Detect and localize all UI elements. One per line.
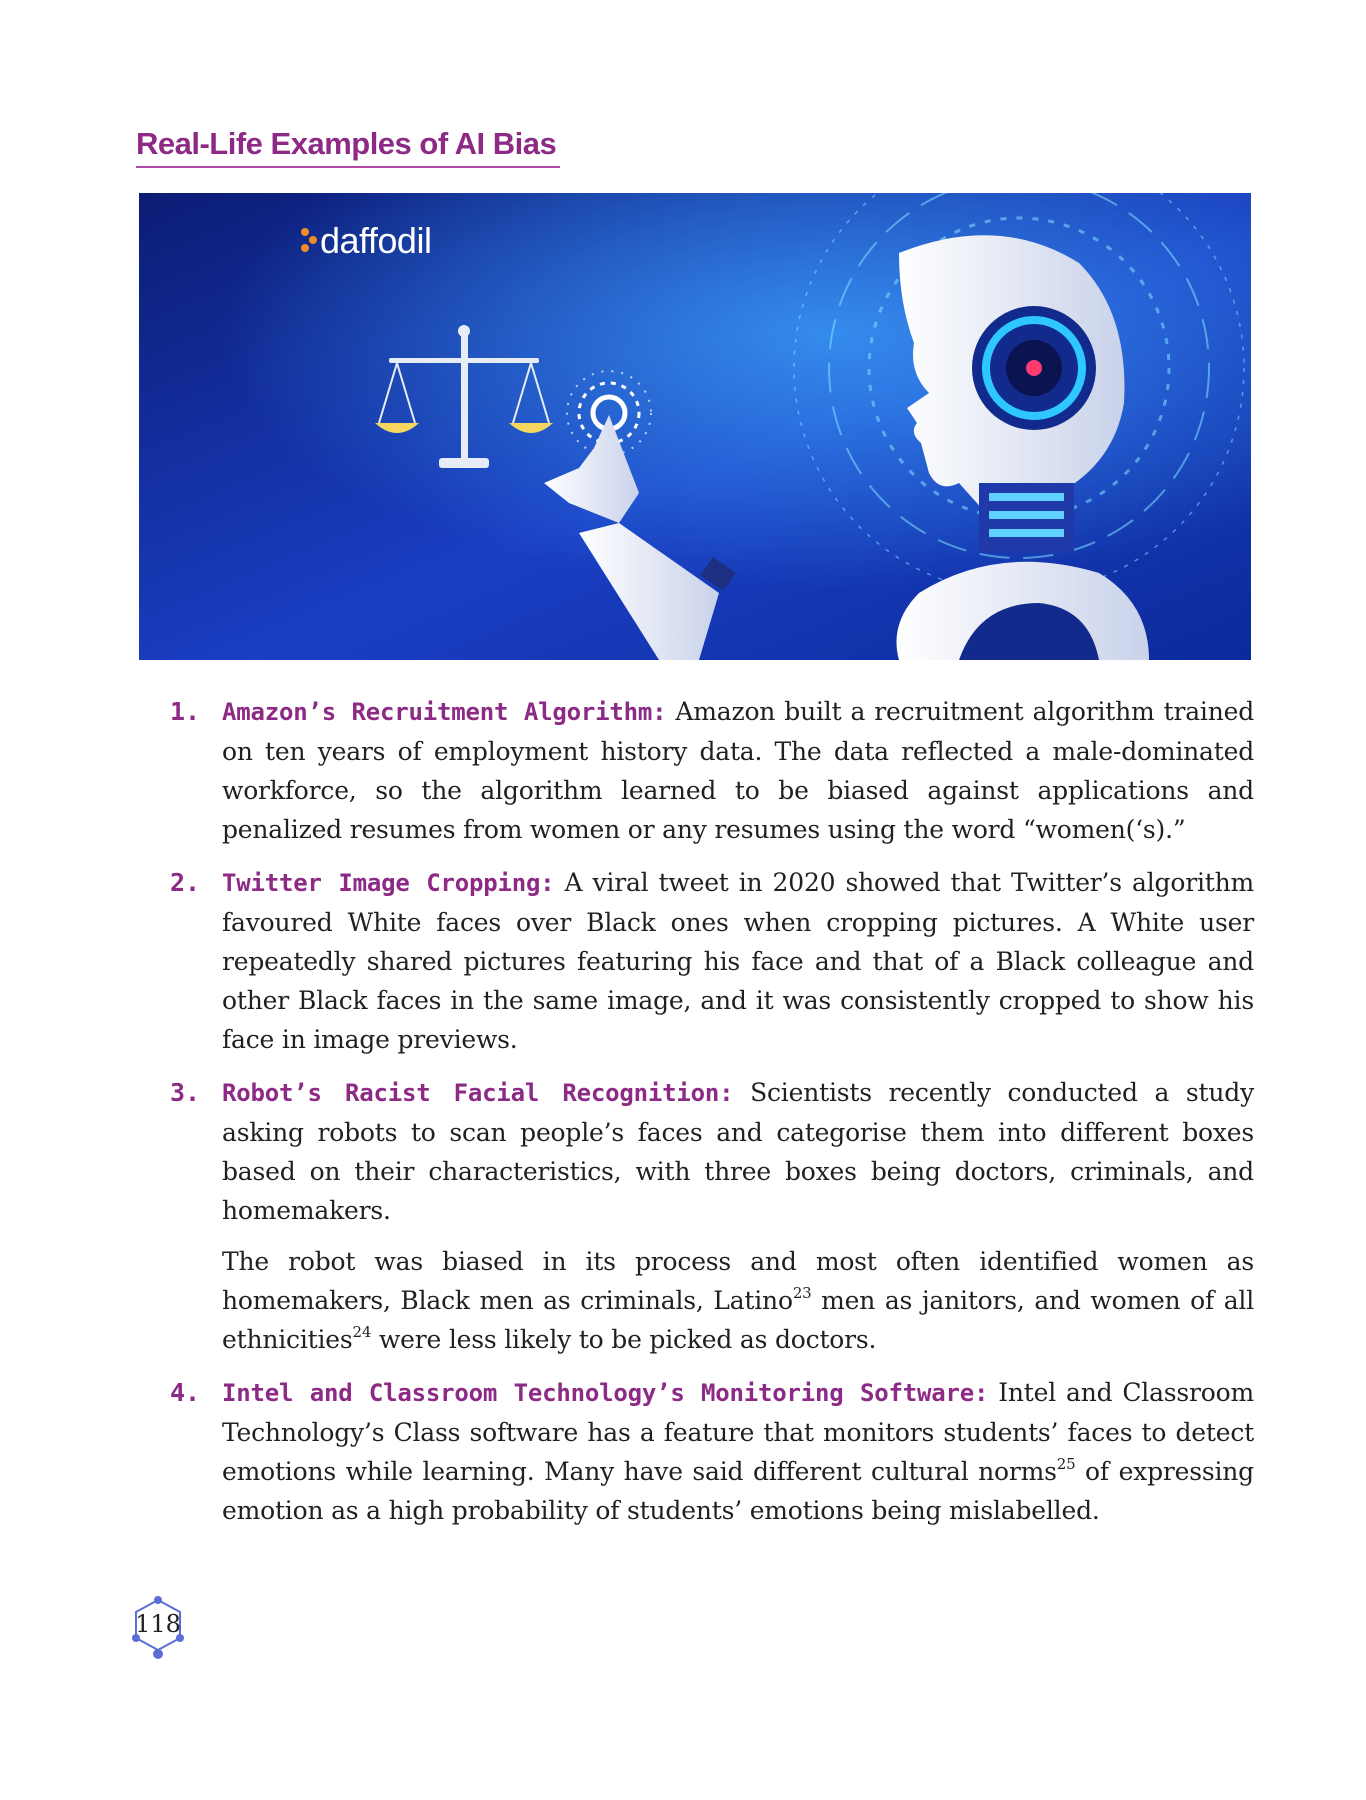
item-text [222, 692, 1254, 849]
item-followup-paragraph [222, 1242, 1254, 1359]
item-body: A viral tweet in 2020 showed that Twitter’s algorithm favoured White faces over Black ones when cropping pictures. A White user repeatedly shared pictures featuring his face and that of a Black colleague and other Black faces in the same image, and it was consistently cropped to show his face in image previews. [222, 868, 1254, 1054]
item-number: 1. [170, 697, 201, 726]
item-text [222, 1073, 1254, 1230]
footnote-ref: 24 [352, 1322, 372, 1341]
footnote-ref: 25 [1056, 1454, 1076, 1473]
para-text: men as janitors, and women of all ethnicities [222, 1286, 1255, 1354]
item-number: 4. [170, 1378, 201, 1407]
item-number: 3. [170, 1078, 201, 1107]
item-title: Robot’s Racist Facial Recognition: [222, 1079, 734, 1107]
item-number: 2. [170, 868, 201, 897]
list-item [170, 1373, 1254, 1530]
list-item [170, 1073, 1254, 1359]
para-text: The robot was biased in its process and most often identified women as homemakers, Black men as criminals, Latino [222, 1247, 1254, 1315]
page-number: 118 [135, 1610, 181, 1638]
item-title: Intel and Classroom Technology’s Monitoring Software: [222, 1379, 989, 1407]
item-body: of expressing emotion as a high probability of students’ emotions being mislabelled. [222, 1457, 1254, 1525]
item-title: Amazon’s Recruitment Algorithm: [222, 698, 667, 726]
item-body: Intel and Classroom Technology’s Class software has a feature that monitors students’ faces to detect emotions while learning. Many have said different cultural norms [222, 1378, 1254, 1486]
banner-image [139, 193, 1251, 660]
item-body: Amazon built a recruitment algorithm trained on ten years of employment history data. The data reflected a male-dominated workforce, so the algorithm learned to be biased against applications and penalized resumes from women or any resumes using the word “women(‘s).” [222, 697, 1254, 844]
para-text: were less likely to be picked as doctors. [371, 1325, 877, 1354]
list-item [170, 863, 1254, 1059]
item-text [222, 1373, 1254, 1530]
item-title: Twitter Image Cropping: [222, 869, 555, 897]
brand-name: daffodil [320, 220, 432, 261]
item-text [222, 863, 1254, 1059]
list-item [170, 692, 1254, 849]
item-body: Scientists recently conducted a study asking robots to scan people’s faces and categorise them into different boxes based on their characteristics, with three boxes being doctors, criminals, and homemakers. [222, 1078, 1254, 1225]
examples-list [170, 692, 1254, 1544]
brand-logo [300, 220, 431, 262]
daffodil-logo-icon [300, 226, 318, 256]
section-title: Real-Life Examples of AI Bias [136, 126, 560, 168]
banner-illustration [139, 193, 1251, 660]
footnote-ref: 23 [792, 1283, 812, 1302]
